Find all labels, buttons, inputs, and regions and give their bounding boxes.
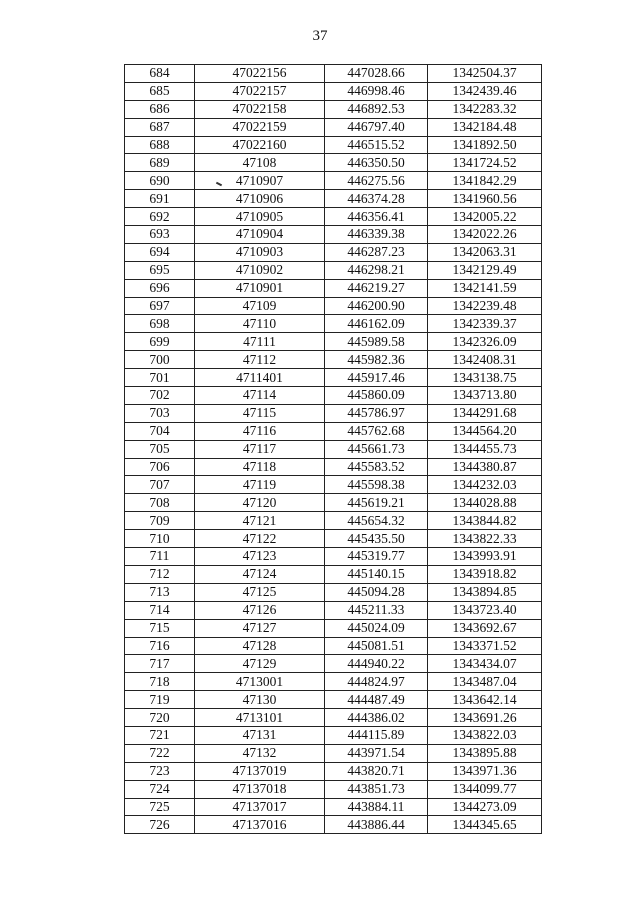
point-number-cell: 708	[125, 494, 195, 512]
point-number-cell: 690	[125, 172, 195, 190]
y-coordinate-cell: 1342239.48	[428, 297, 542, 315]
y-coordinate-cell: 1344273.09	[428, 798, 542, 816]
x-coordinate-cell: 445989.58	[325, 333, 428, 351]
point-number-cell: 694	[125, 243, 195, 261]
point-number-cell: 726	[125, 816, 195, 834]
table-row	[125, 512, 542, 530]
point-number-cell: 710	[125, 530, 195, 548]
point-id-cell: 4710905	[195, 208, 325, 226]
y-coordinate-cell: 1343713.80	[428, 387, 542, 405]
y-coordinate-cell: 1342129.49	[428, 261, 542, 279]
point-number-cell: 721	[125, 726, 195, 744]
point-number-cell: 718	[125, 673, 195, 691]
table-row	[125, 691, 542, 709]
point-number-cell: 686	[125, 100, 195, 118]
point-number-cell: 706	[125, 458, 195, 476]
x-coordinate-cell: 445786.97	[325, 404, 428, 422]
y-coordinate-cell: 1344345.65	[428, 816, 542, 834]
x-coordinate-cell: 445917.46	[325, 369, 428, 387]
point-number-cell: 703	[125, 404, 195, 422]
y-coordinate-cell: 1342339.37	[428, 315, 542, 333]
point-number-cell: 723	[125, 762, 195, 780]
point-id-cell: 4710902	[195, 261, 325, 279]
x-coordinate-cell: 446339.38	[325, 226, 428, 244]
table-row	[125, 190, 542, 208]
point-id-cell: 47022156	[195, 65, 325, 83]
x-coordinate-cell: 445094.28	[325, 583, 428, 601]
x-coordinate-cell: 446374.28	[325, 190, 428, 208]
point-id-cell: 47109	[195, 297, 325, 315]
point-id-cell: 47022158	[195, 100, 325, 118]
x-coordinate-cell: 443820.71	[325, 762, 428, 780]
x-coordinate-cell: 444115.89	[325, 726, 428, 744]
x-coordinate-cell: 445024.09	[325, 619, 428, 637]
y-coordinate-cell: 1343487.04	[428, 673, 542, 691]
y-coordinate-cell: 1344291.68	[428, 404, 542, 422]
point-number-cell: 717	[125, 655, 195, 673]
table-row	[125, 243, 542, 261]
point-id-cell: 4713001	[195, 673, 325, 691]
y-coordinate-cell: 1342408.31	[428, 351, 542, 369]
point-id-cell: 47137017	[195, 798, 325, 816]
x-coordinate-cell: 445211.33	[325, 601, 428, 619]
point-id-cell: 47127	[195, 619, 325, 637]
point-number-cell: 724	[125, 780, 195, 798]
point-number-cell: 699	[125, 333, 195, 351]
y-coordinate-cell: 1342326.09	[428, 333, 542, 351]
y-coordinate-cell: 1344028.88	[428, 494, 542, 512]
point-number-cell: 695	[125, 261, 195, 279]
table-row	[125, 82, 542, 100]
y-coordinate-cell: 1344380.87	[428, 458, 542, 476]
point-number-cell: 714	[125, 601, 195, 619]
table-row	[125, 440, 542, 458]
table-row	[125, 619, 542, 637]
point-id-cell: 47128	[195, 637, 325, 655]
point-id-cell: 47117	[195, 440, 325, 458]
y-coordinate-cell: 1341892.50	[428, 136, 542, 154]
table-row	[125, 226, 542, 244]
x-coordinate-cell: 445860.09	[325, 387, 428, 405]
point-id-cell: 47116	[195, 422, 325, 440]
x-coordinate-cell: 446275.56	[325, 172, 428, 190]
table-row	[125, 118, 542, 136]
table-row	[125, 404, 542, 422]
table-row	[125, 780, 542, 798]
point-id-cell: 4711401	[195, 369, 325, 387]
point-number-cell: 720	[125, 709, 195, 727]
table-row	[125, 548, 542, 566]
point-id-cell: 4710906	[195, 190, 325, 208]
x-coordinate-cell: 446219.27	[325, 279, 428, 297]
point-id-cell: 47114	[195, 387, 325, 405]
point-number-cell: 713	[125, 583, 195, 601]
y-coordinate-cell: 1343822.33	[428, 530, 542, 548]
x-coordinate-cell: 446892.53	[325, 100, 428, 118]
y-coordinate-cell: 1342141.59	[428, 279, 542, 297]
point-number-cell: 701	[125, 369, 195, 387]
table-row	[125, 583, 542, 601]
table-row	[125, 369, 542, 387]
x-coordinate-cell: 446287.23	[325, 243, 428, 261]
point-id-cell: 47125	[195, 583, 325, 601]
point-id-cell: 47112	[195, 351, 325, 369]
x-coordinate-cell: 446200.90	[325, 297, 428, 315]
x-coordinate-cell: 445661.73	[325, 440, 428, 458]
point-number-cell: 689	[125, 154, 195, 172]
x-coordinate-cell: 446162.09	[325, 315, 428, 333]
x-coordinate-cell: 446298.21	[325, 261, 428, 279]
x-coordinate-cell: 446356.41	[325, 208, 428, 226]
table-row	[125, 565, 542, 583]
point-number-cell: 700	[125, 351, 195, 369]
y-coordinate-cell: 1343434.07	[428, 655, 542, 673]
point-number-cell: 722	[125, 744, 195, 762]
point-id-cell: 4710903	[195, 243, 325, 261]
table-row	[125, 762, 542, 780]
table-row	[125, 333, 542, 351]
table-row	[125, 744, 542, 762]
x-coordinate-cell: 445081.51	[325, 637, 428, 655]
point-number-cell: 725	[125, 798, 195, 816]
y-coordinate-cell: 1343993.91	[428, 548, 542, 566]
table-row	[125, 261, 542, 279]
y-coordinate-cell: 1343642.14	[428, 691, 542, 709]
y-coordinate-cell: 1343971.36	[428, 762, 542, 780]
y-coordinate-cell: 1343692.67	[428, 619, 542, 637]
x-coordinate-cell: 445140.15	[325, 565, 428, 583]
point-number-cell: 688	[125, 136, 195, 154]
point-number-cell: 715	[125, 619, 195, 637]
point-number-cell: 719	[125, 691, 195, 709]
y-coordinate-cell: 1342504.37	[428, 65, 542, 83]
point-id-cell: 47022160	[195, 136, 325, 154]
y-coordinate-cell: 1342063.31	[428, 243, 542, 261]
y-coordinate-cell: 1343894.85	[428, 583, 542, 601]
table-row	[125, 494, 542, 512]
x-coordinate-cell: 443886.44	[325, 816, 428, 834]
y-coordinate-cell: 1342005.22	[428, 208, 542, 226]
y-coordinate-cell: 1343691.26	[428, 709, 542, 727]
table-row	[125, 655, 542, 673]
table-row	[125, 100, 542, 118]
table-row	[125, 315, 542, 333]
table-row	[125, 154, 542, 172]
table-row	[125, 422, 542, 440]
x-coordinate-cell: 444824.97	[325, 673, 428, 691]
x-coordinate-cell: 446797.40	[325, 118, 428, 136]
y-coordinate-cell: 1344232.03	[428, 476, 542, 494]
y-coordinate-cell: 1343371.52	[428, 637, 542, 655]
x-coordinate-cell: 444386.02	[325, 709, 428, 727]
point-number-cell: 711	[125, 548, 195, 566]
table-row	[125, 637, 542, 655]
x-coordinate-cell: 445598.38	[325, 476, 428, 494]
x-coordinate-cell: 445654.32	[325, 512, 428, 530]
point-id-cell: 47137016	[195, 816, 325, 834]
x-coordinate-cell: 446998.46	[325, 82, 428, 100]
point-number-cell: 702	[125, 387, 195, 405]
y-coordinate-cell: 1343844.82	[428, 512, 542, 530]
table-row	[125, 601, 542, 619]
x-coordinate-cell: 443851.73	[325, 780, 428, 798]
point-id-cell: 4713101	[195, 709, 325, 727]
y-coordinate-cell: 1341960.56	[428, 190, 542, 208]
table-row	[125, 387, 542, 405]
x-coordinate-cell: 445319.77	[325, 548, 428, 566]
point-id-cell: 47137019	[195, 762, 325, 780]
point-number-cell: 697	[125, 297, 195, 315]
x-coordinate-cell: 447028.66	[325, 65, 428, 83]
point-number-cell: 705	[125, 440, 195, 458]
x-coordinate-cell: 444487.49	[325, 691, 428, 709]
point-id-cell: 47108	[195, 154, 325, 172]
point-id-cell: 47110	[195, 315, 325, 333]
table-row	[125, 476, 542, 494]
point-id-cell: 47121	[195, 512, 325, 530]
point-id-cell: 47131	[195, 726, 325, 744]
x-coordinate-cell: 443884.11	[325, 798, 428, 816]
point-id-cell: 47120	[195, 494, 325, 512]
page-number: 37	[312, 28, 328, 44]
point-id-cell: 47126	[195, 601, 325, 619]
table-row	[125, 673, 542, 691]
point-id-cell: 47115	[195, 404, 325, 422]
y-coordinate-cell: 1342184.48	[428, 118, 542, 136]
y-coordinate-cell: 1344455.73	[428, 440, 542, 458]
point-id-cell: 47123	[195, 548, 325, 566]
x-coordinate-cell: 446350.50	[325, 154, 428, 172]
point-id-cell: 47137018	[195, 780, 325, 798]
y-coordinate-cell: 1342439.46	[428, 82, 542, 100]
point-id-cell: 4710904	[195, 226, 325, 244]
point-number-cell: 698	[125, 315, 195, 333]
table-row	[125, 458, 542, 476]
x-coordinate-cell: 445583.52	[325, 458, 428, 476]
point-id-cell: 47022157	[195, 82, 325, 100]
y-coordinate-cell: 1341724.52	[428, 154, 542, 172]
table-row	[125, 816, 542, 834]
y-coordinate-cell: 1343895.88	[428, 744, 542, 762]
point-id-cell: 47122	[195, 530, 325, 548]
point-id-cell: 47118	[195, 458, 325, 476]
y-coordinate-cell: 1343918.82	[428, 565, 542, 583]
table-row	[125, 726, 542, 744]
point-number-cell: 685	[125, 82, 195, 100]
y-coordinate-cell: 1343723.40	[428, 601, 542, 619]
x-coordinate-cell: 444940.22	[325, 655, 428, 673]
point-number-cell: 696	[125, 279, 195, 297]
point-number-cell: 716	[125, 637, 195, 655]
x-coordinate-cell: 445982.36	[325, 351, 428, 369]
y-coordinate-cell: 1343138.75	[428, 369, 542, 387]
y-coordinate-cell: 1343822.03	[428, 726, 542, 744]
point-id-cell: 47130	[195, 691, 325, 709]
table-row	[125, 208, 542, 226]
point-id-cell: 47129	[195, 655, 325, 673]
point-id-cell: 47124	[195, 565, 325, 583]
x-coordinate-cell: 443971.54	[325, 744, 428, 762]
y-coordinate-cell: 1342022.26	[428, 226, 542, 244]
point-id-cell: 47119	[195, 476, 325, 494]
y-coordinate-cell: 1342283.32	[428, 100, 542, 118]
point-id-cell: 47132	[195, 744, 325, 762]
y-coordinate-cell: 1341842.29	[428, 172, 542, 190]
y-coordinate-cell: 1344099.77	[428, 780, 542, 798]
table-row	[125, 709, 542, 727]
point-number-cell: 707	[125, 476, 195, 494]
point-id-cell: 4710907	[195, 172, 325, 190]
table-row	[125, 530, 542, 548]
point-number-cell: 691	[125, 190, 195, 208]
table-row	[125, 798, 542, 816]
point-number-cell: 704	[125, 422, 195, 440]
table-row	[125, 65, 542, 83]
table-row	[125, 297, 542, 315]
point-number-cell: 693	[125, 226, 195, 244]
y-coordinate-cell: 1344564.20	[428, 422, 542, 440]
point-number-cell: 684	[125, 65, 195, 83]
table-row	[125, 279, 542, 297]
point-id-cell: 47111	[195, 333, 325, 351]
x-coordinate-cell: 446515.52	[325, 136, 428, 154]
x-coordinate-cell: 445435.50	[325, 530, 428, 548]
point-number-cell: 687	[125, 118, 195, 136]
point-number-cell: 712	[125, 565, 195, 583]
table-row	[125, 172, 542, 190]
x-coordinate-cell: 445619.21	[325, 494, 428, 512]
table-row	[125, 136, 542, 154]
coordinates-table-body	[125, 65, 542, 834]
point-number-cell: 692	[125, 208, 195, 226]
point-id-cell: 4710901	[195, 279, 325, 297]
point-number-cell: 709	[125, 512, 195, 530]
point-id-cell: 47022159	[195, 118, 325, 136]
table-row	[125, 351, 542, 369]
coordinates-table	[124, 64, 542, 834]
x-coordinate-cell: 445762.68	[325, 422, 428, 440]
